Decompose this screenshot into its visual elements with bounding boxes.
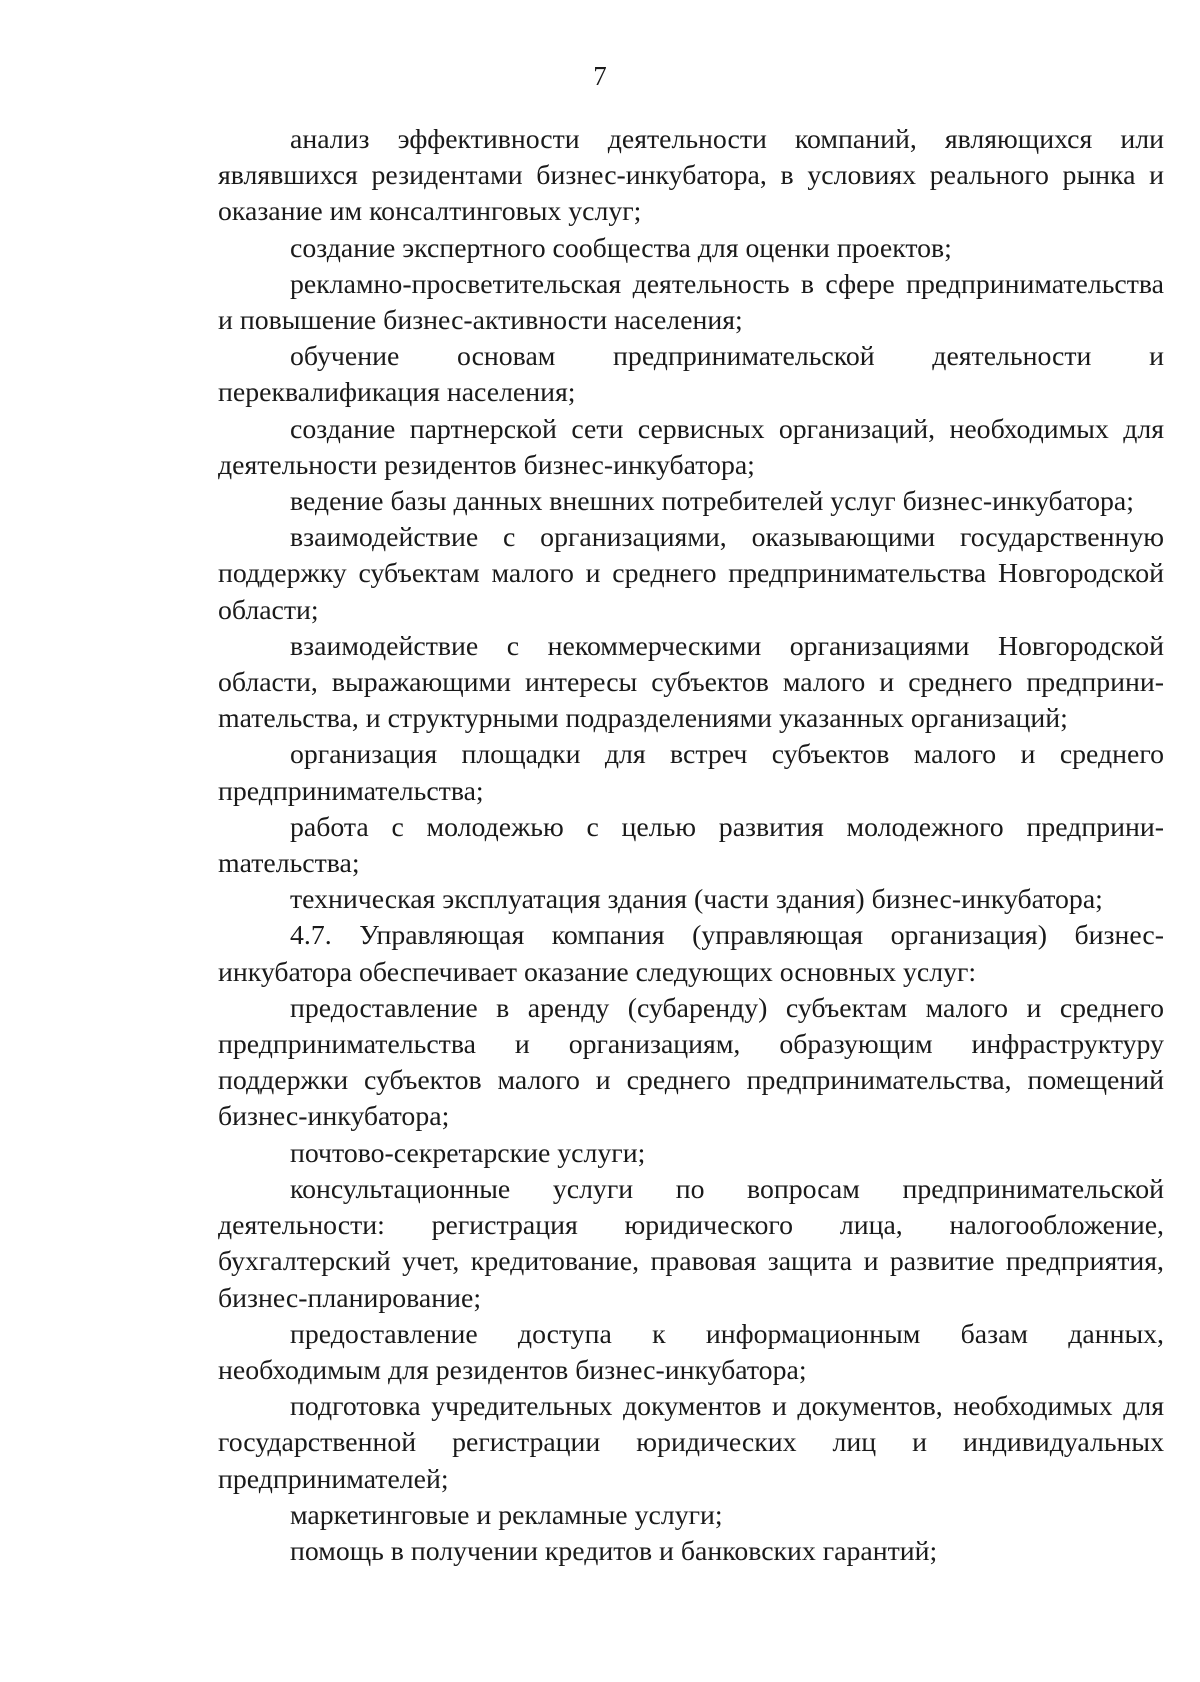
paragraph: создание экспертного сообщества для оценки проектов;: [290, 232, 952, 264]
paragraph: работа с молодежью с целью развития молодежного предприниmательства;: [218, 811, 1164, 880]
paragraph: рекламно-просветительская деятельность в сфере предпринимательства и повышение бизнес-активности населения;: [218, 268, 1164, 337]
paragraph: создание партнерской сети сервисных организаций, необходимых для деятельности резидентов бизнес-инкубатора;: [218, 413, 1164, 481]
section-paragraph-4-7: 4.7. Управляющая компания (управляющая организация) бизнес-инкубатора обеспечивает оказание следующих основных услуг:: [218, 920, 1164, 988]
paragraph: предоставление доступа к информационным базам данных, необходимым для резидентов бизнес-инкубатора;: [218, 1318, 1164, 1386]
paragraph: почтово-секретарские услуги;: [290, 1137, 646, 1169]
paragraph: ведение базы данных внешних потребителей услуг бизнес-инкубатора;: [290, 486, 1134, 518]
paragraph: подготовка учредительных документов и документов, необходимых для государственной регистрации юридических лиц и индивидуальных предпринимателей;: [218, 1391, 1164, 1495]
paragraph: анализ эффективности деятельности компаний, являющихся или являвшихся резидентами бизнес-инкубатора, в условиях реального рынка и оказание им консалтинговых услуг;: [218, 124, 1164, 228]
paragraph: взаимодействие с организациями, оказывающими государственную поддержку субъектам малого и среднего предпринимательства Новгородской области;: [218, 522, 1164, 626]
paragraph: техническая эксплуатация здания (части здания) бизнес-инкубатора;: [290, 884, 1103, 916]
paragraph: взаимодействие с некоммерческими организациями Новгородской области, выражающими интересы субъектов малого и среднего предприниmательства, и структурными подразделениями указанных организаций;: [218, 630, 1164, 735]
paragraph: маркетинговые и рекламные услуги;: [290, 1499, 723, 1531]
paragraph: обучение основам предпринимательской деятельности и переквалификация населения;: [218, 341, 1164, 409]
document-body: [218, 122, 1164, 1570]
page-number: 7: [593, 61, 607, 91]
paragraph: консультационные услуги по вопросам предпринимательской деятельности: регистрация юридического лица, налогообложение, бухгалтерский учет, кредитование, правовая защита и развитие предприятия, бизнес-планирование;: [218, 1173, 1164, 1314]
paragraph: предоставление в аренду (субаренду) субъектам малого и среднего предпринимательства и организациям, образующим инфраструктуру поддержки субъектов малого и среднего предпринимательства, помещений бизнес-инкубатора;: [218, 992, 1164, 1133]
paragraph: помощь в получении кредитов и банковских гарантий;: [290, 1535, 938, 1567]
paragraph: организация площадки для встреч субъектов малого и среднего предпринимательства;: [218, 739, 1164, 807]
